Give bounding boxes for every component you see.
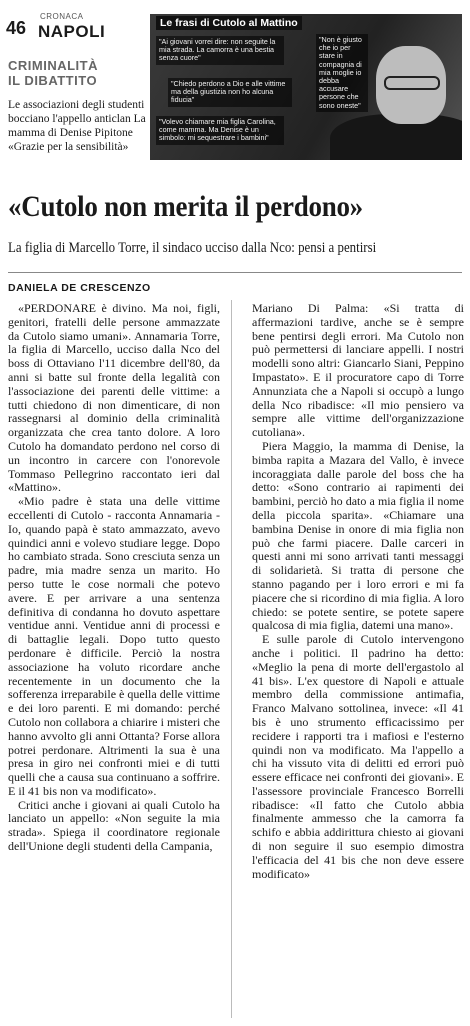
headline: «Cutolo non merita il perdono» <box>8 190 363 223</box>
article-column-left <box>8 302 220 854</box>
subheadline: La figlia di Marcello Torre, il sindaco ucciso dalla Nco: pensi a pentirsi <box>8 240 377 256</box>
paragraph: Mariano Di Palma: «Si tratta di affermazioni tardive, anche se è sempre bene pentirsi degli errori. Ma Cutolo non può permettersi di lanciare appelli. I nostri modelli sono altri: Giancarlo Siani, Peppino Impastato». E il procuratore capo di Torre Annunziata che a Napoli si occupò a lungo della Nco ribadisce: «Il mio pensiero va sempre alle vittime dell'organizzazione cutoliana». <box>252 301 464 440</box>
page-number: 46 <box>6 18 27 38</box>
photo-quote: "Volevo chiamare mia figlia Carolina, come mamma. Ma Denise è un simbolo: mi sequestrare i bambini" <box>156 116 284 145</box>
byline-rule <box>8 272 462 273</box>
article-summary: Le associazioni degli studenti bocciano l'appello anticlan La mamma di Denise Pipitone «Grazie per la sensibilità» <box>8 99 146 153</box>
photo-quote: "Chiedo perdono a Dio e alle vittime ma della giustizia non ho alcuna fiducia" <box>168 78 292 107</box>
column-divider <box>231 300 232 1018</box>
paragraph: «Mio padre è stata una delle vittime eccellenti di Cutolo - racconta Annamaria - Io, quando papà è stato ammazzato, avevo quindici anni e volevo studiare legge. Dopo ho cambiato strada. Sono cresciuta senza un padre, mia madre senza un marito. Ho perso tutte le cose normali che potevo avere. E per arrivare a una sentenza definitiva di condanna ho dovuto aspettare ventidue anni. Ventidue anni di processi e di battaglie legali. Dopo tutto questo perdonare è difficile. Perciò la nostra associazione ha voluto ricordare anche recentemente in un documento che la sofferenza irreparabile è quella delle vittime e dei loro parenti. E mi domando: perché Cutolo non collabora a chiarire i misteri che hanno avvolto gli anni Ottanta? Forse allora potrei perdonare. Altrimenti la sua è una presa in giro nei confronti miei e di tutti quelli che a causa sua continuano a soffrire. E il 41 bis non va modificato». <box>8 494 221 798</box>
article-column-right <box>252 302 464 881</box>
paragraph: Piera Maggio, la mamma di Denise, la bimba rapita a Mazara del Vallo, è invece incoraggiata dalle parole del boss che ha detto: «Sono contrario ai rapimenti dei bambini, perciò ho dato a mia figlia il nome della piccola sparita». «Chiamare una bambina Denise in onore di mia figlia non può che farmi piacere. Dalle carceri in questi anni mi sono arrivati tanti messaggi di solidarietà. Si tratta di persone che stanno pagando per i loro errori e mi fa piacere che si ricordino di mia figlia. A loro chiedo: se potete sentire, se potete sapere qualcosa di mia figlia, datemi una mano». <box>252 438 464 633</box>
section-label-small: CRONACA <box>40 12 84 21</box>
page-header <box>6 6 146 46</box>
paragraph: E sulle parole di Cutolo intervengono anche i politici. Il padrino ha detto: «Meglio la pena di morte dell'ergastolo al 41 bis». L'ex questore di Napoli e attuale membro della commissione antimafia, Franco Malvano sottolinea, invece: «Il 41 bis è uno strumento efficacissimo per recidere i rapporti tra i mafiosi e l'esterno quindi non va modificato. Ma l'appello a chi ha vissuto vita di delitti ed errori può essere efficace nei confronti dei giovani». E l'assessore provinciale Francesco Borrelli ribadisce: «Il fatto che Cutolo abbia finalmente ammesso che la camorra fa schifo e abbia addirittura chiesto ai giovani di non seguire il suo esempio dimostra l'efficacia del 41 bis che non deve essere modificato» <box>252 632 464 881</box>
portrait-glasses <box>384 76 440 90</box>
category-line-1: CRIMINALITÀ <box>8 58 98 73</box>
photo-quote: "Non è giusto che io per stare in compagnia di mia moglie io debba accusare persone che sono oneste" <box>316 34 368 112</box>
paragraph: «PERDONARE è divino. Ma noi, figli, genitori, fratelli delle persone ammazzate da Cutolo siamo umani». Annamaria Torre, la figlia di Marcello, ucciso dalla Nco del boss di Ottaviano l'11 dicembre dell'80, da anni si batte sul fronte della legalità con l'associazione dei parenti delle vittime: a tutti chiedono di non dimenticare, di non rassegnarsi al dominio della criminalità organizzata che crea tanto dolore. A loro Cutolo ha domandato perdono nel corso di un incontro in carcere con l'onorevole Tommaso Pellegrino raccontato ieri dal «Mattino». <box>8 301 220 495</box>
paragraph: Critici anche i giovani ai quali Cutolo ha lanciato un appello: «Non seguite la mia strada». Spiega il coordinatore regionale dell'Unione degli studenti della Campania, <box>8 797 220 854</box>
photo-box <box>150 14 462 160</box>
category-line-2: IL DIBATTITO <box>8 73 98 88</box>
section-label: NAPOLI <box>38 22 106 41</box>
category-label <box>8 58 98 88</box>
byline: DANIELA DE CRESCENZO <box>8 282 151 294</box>
photo-quote: "Ai giovani vorrei dire: non seguite la mia strada. La camorra è una bestia senza cuore" <box>156 36 284 65</box>
photo-title: Le frasi di Cutolo al Mattino <box>156 16 302 30</box>
